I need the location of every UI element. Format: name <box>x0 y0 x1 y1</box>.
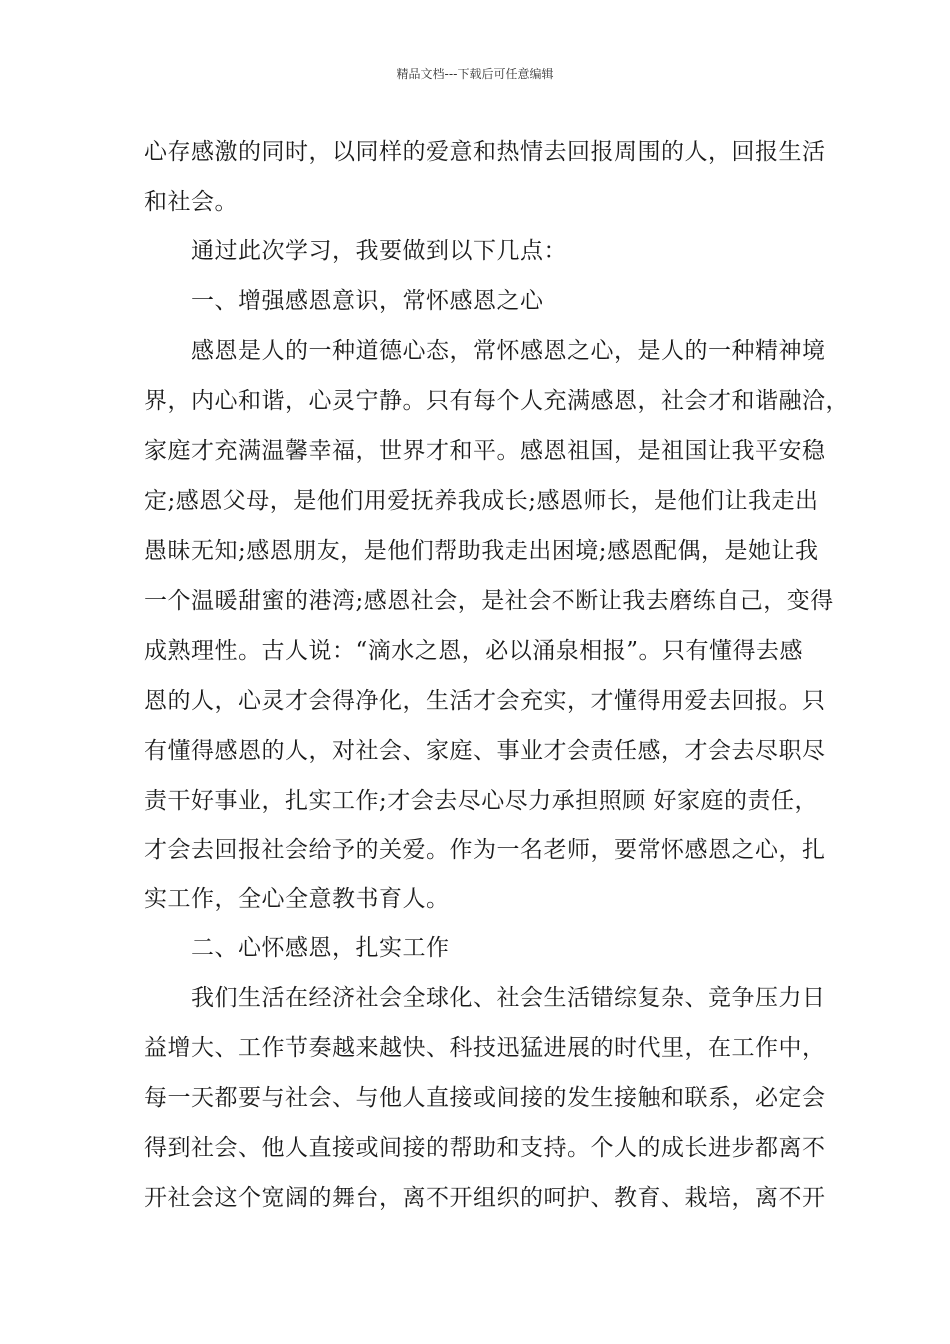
text-line: 感恩是人的一种道德心态，常怀感恩之心，是人的一种精神境 <box>191 338 826 364</box>
text-line: 我们生活在经济社会全球化、社会生活错综复杂、竞争压力日 <box>191 985 826 1011</box>
text-line: 一个温暖甜蜜的港湾;感恩社会，是社会不断让我去磨练自己，变得 <box>144 588 834 614</box>
page-header: 精品文档---下载后可任意编辑 <box>396 67 554 81</box>
text-line: 有懂得感恩的人，对社会、家庭、事业才会责任感，才会去尽职尽 <box>144 738 826 764</box>
text-line: 才会去回报社会给予的关爱。作为一名老师，要常怀感恩之心，扎 <box>144 837 826 863</box>
text-line: 定;感恩父母，是他们用爱抚养我成长;感恩师长，是他们让我走出 <box>144 488 819 514</box>
text-line: 和社会。 <box>144 189 238 215</box>
text-line: 益增大、工作节奏越来越快、科技迅猛进展的时代里，在工作中， <box>144 1035 826 1061</box>
text-line: 得到社会、他人直接或间接的帮助和支持。个人的成长进步都离不 <box>144 1135 826 1161</box>
section-heading: 二、心怀感恩，扎实工作 <box>191 935 450 961</box>
text-line: 责干好事业，扎实工作;才会去尽心尽力承担照顾 好家庭的责任， <box>144 788 819 814</box>
text-line: 恩的人，心灵才会得净化，生活才会充实，才懂得用爱去回报。只 <box>144 688 826 714</box>
text-line: 实工作，全心全意教书育人。 <box>144 886 450 912</box>
section-heading: 一、增强感恩意识，常怀感恩之心 <box>191 288 544 314</box>
text-line: 心存感激的同时，以同样的爱意和热情去回报周围的人，回报生活 <box>144 139 826 165</box>
text-line: 通过此次学习，我要做到以下几点： <box>191 238 567 264</box>
text-line: 家庭才充满温馨幸福，世界才和平。感恩祖国，是祖国让我平安稳 <box>144 438 826 464</box>
text-line: 开社会这个宽阔的舞台，离不开组织的呵护、教育、栽培，离不开 <box>144 1185 826 1211</box>
text-line: 每一天都要与社会、与他人直接或间接的发生接触和联系，必定会 <box>144 1085 826 1111</box>
text-line: 成熟理性。古人说：“滴水之恩，必以涌泉相报”。只有懂得去感 <box>144 638 804 664</box>
text-line: 愚昧无知;感恩朋友，是他们帮助我走出困境;感恩配偶，是她让我 <box>144 538 819 564</box>
text-line: 界，内心和谐，心灵宁静。只有每个人充满感恩，社会才和谐融洽， <box>144 388 849 414</box>
